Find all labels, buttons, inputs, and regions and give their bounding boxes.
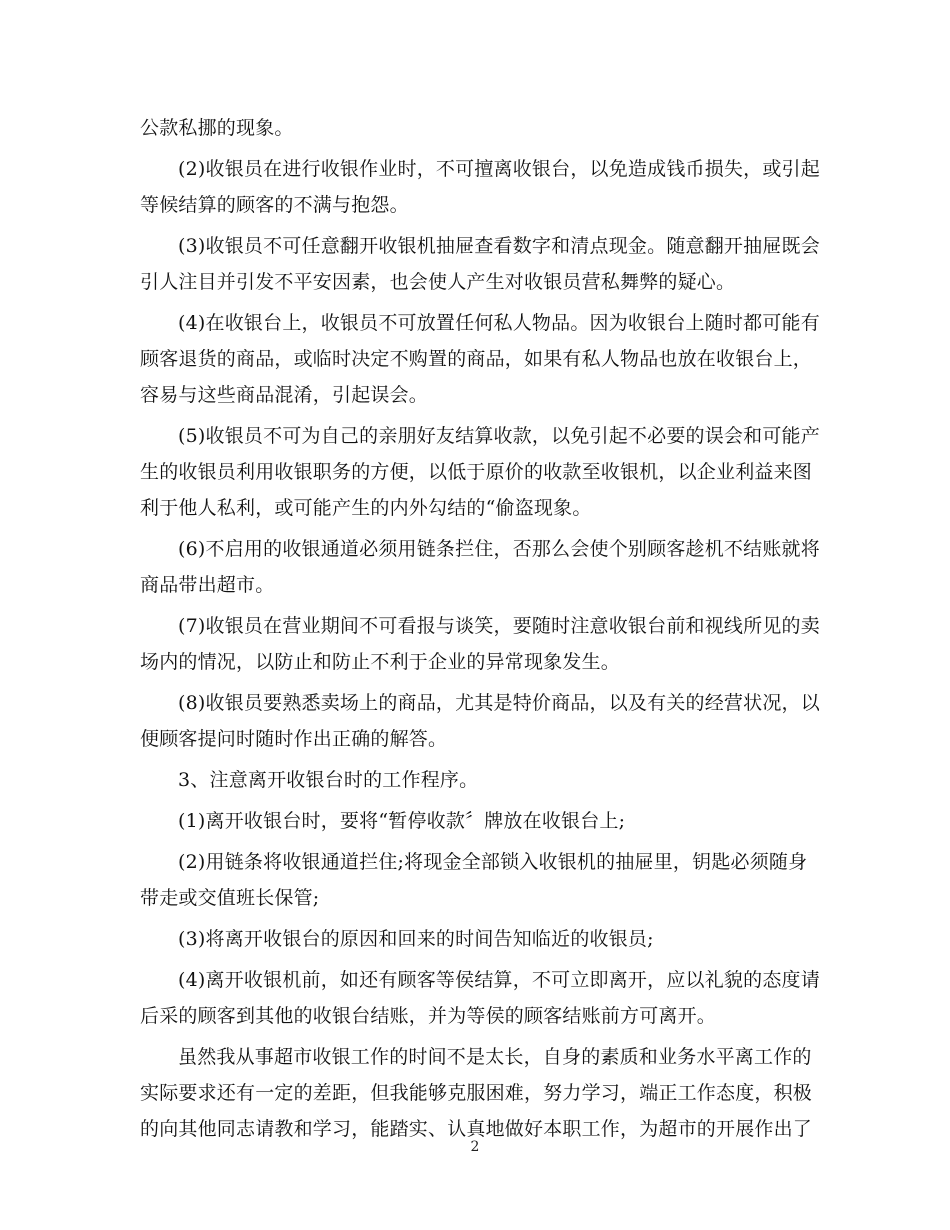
text-line: 生的收银员利用收银职务的方便，以低于原价的收款至收银机，以企业利益来图 [140,461,813,483]
text-line: 引人注目并引发不平安因素，也会使人产生对收银员营私舞弊的疑心。 [140,271,736,293]
text-line: 后采的顾客到其他的收银台结账，并为等侯的顾客结账前方可离开。 [140,1005,717,1027]
text-line: 实际要求还有一定的差距，但我能够克服困难，努力学习，端正工作态度，积极 [140,1082,813,1104]
page-number: 2 [470,1139,480,1155]
text-line: (5)收银员不可为自己的亲朋好友结算收款，以免引起不必要的误会和可能产 [178,425,820,447]
text-line: 便顾客提问时随时作出正确的解答。 [140,728,448,750]
document-body [140,110,820,1147]
text-line: 公款私挪的现象。 [140,117,294,139]
text-line: 商品带出超市。 [140,574,275,596]
text-line: (1)离开收银台时，要将“暂停收款〞牌放在收银台上; [178,810,626,832]
section-heading: 3、注意离开收银台时的工作程序。 [178,769,479,791]
text-line: (3)收银员不可任意翻开收银机抽屉查看数字和清点现金。随意翻开抽屉既会 [178,235,820,257]
text-line: 虽然我从事超市收银工作的时间不是太长，自身的素质和业务水平离工作的 [178,1046,812,1068]
text-line: 的向其他同志请教和学习，能踏实、认真地做好本职工作，为超市的开展作出了 [140,1118,813,1140]
text-line: (7)收银员在营业期间不可看报与谈笑，要随时注意收银台前和视线所见的卖 [178,615,820,637]
text-line: (2)用链条将收银通道拦住;将现金全部锁入收银机的抽屉里，钥匙必须随身 [178,851,808,873]
text-line: 场内的情况，以防止和防止不利于企业的异常现象发生。 [140,651,621,673]
text-line: (3)将离开收银台的原因和回来的时间告知临近的收银员; [178,928,654,950]
text-line: 顾客退货的商品，或临时决定不购置的商品，如果有私人物品也放在收银台上， [140,348,813,370]
text-line: (6)不启用的收银通道必须用链条拦住，否那么会使个别顾客趁机不结账就将 [178,538,820,560]
text-line: 容易与这些商品混淆，引起误会。 [140,384,429,406]
text-line: 利于他人私利，或可能产生的内外勾结的“偷盗现象。 [140,497,592,519]
text-line: (4)在收银台上，收银员不可放置任何私人物品。因为收银台上随时都可能有 [178,312,820,334]
text-line: 等候结算的顾客的不满与抱怨。 [140,194,409,216]
text-line: (8)收银员要熟悉卖场上的商品，尤其是特价商品，以及有关的经营状况，以 [178,692,820,714]
text-line: (4)离开收银机前，如还有顾客等侯结算，不可立即离开，应以礼貌的态度请 [178,969,820,991]
text-line: 带走或交值班长保管; [140,887,320,909]
text-line: (2)收银员在进行收银作业时，不可擅离收银台，以免造成钱币损失，或引起 [178,158,820,180]
